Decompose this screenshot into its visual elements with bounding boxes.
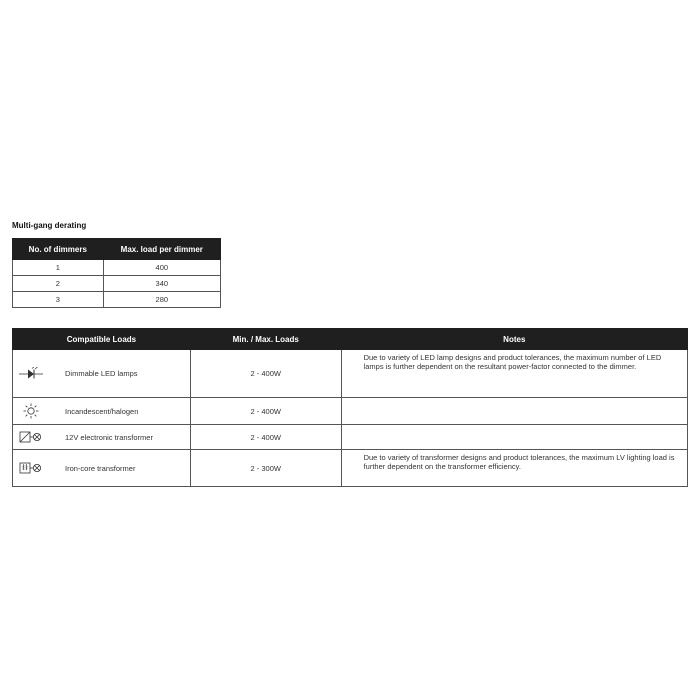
load-label: 12V electronic transformer (65, 432, 153, 442)
incandescent-lamp-icon (13, 403, 49, 419)
max-load-cell: 340 (103, 276, 220, 292)
load-range-cell: 2 - 400W (190, 398, 341, 425)
load-label: Iron-core transformer (65, 463, 136, 473)
load-note-cell: Due to variety of transformer designs and product tolerances, the maximum LV lighting load is further dependent on the transformer efficiency. (341, 450, 687, 487)
table-row (13, 398, 688, 425)
load-cell (13, 425, 191, 450)
load-cell (13, 350, 191, 398)
header-notes: Notes (341, 329, 687, 350)
table-row (13, 276, 221, 292)
load-range-cell: 2 - 300W (190, 450, 341, 487)
load-cell (13, 398, 191, 425)
table-row (13, 260, 221, 276)
max-load-cell: 400 (103, 260, 220, 276)
table-row (13, 292, 221, 308)
load-label: Incandescent/halogen (65, 406, 139, 416)
load-note-cell: Due to variety of LED lamp designs and product tolerances, the maximum number of LED lamps is further dependent on the resultant power-factor connected to the dimmer. (341, 350, 687, 398)
load-note-cell (341, 425, 687, 450)
table-row (13, 350, 688, 398)
header-min-max-loads: Min. / Max. Loads (190, 329, 341, 350)
led-lamp-icon (13, 367, 49, 381)
load-note-cell (341, 398, 687, 425)
load-label: Dimmable LED lamps (65, 369, 138, 378)
header-max-load: Max. load per dimmer (103, 239, 220, 260)
load-range-cell: 2 - 400W (190, 425, 341, 450)
derating-header-row (13, 239, 221, 260)
electronic-transformer-icon (13, 431, 49, 443)
header-no-of-dimmers: No. of dimmers (13, 239, 104, 260)
table-row (13, 425, 688, 450)
header-compatible-loads: Compatible Loads (13, 329, 191, 350)
max-load-cell: 280 (103, 292, 220, 308)
table-row (13, 450, 688, 487)
dimmers-cell: 3 (13, 292, 104, 308)
iron-core-transformer-icon (13, 462, 49, 474)
compatible-loads-table (12, 328, 688, 487)
load-range-cell: 2 - 400W (190, 350, 341, 398)
loads-header-row (13, 329, 688, 350)
derating-table (12, 238, 221, 308)
dimmers-cell: 1 (13, 260, 104, 276)
derating-title: Multi-gang derating (12, 221, 87, 230)
load-cell (13, 450, 191, 487)
dimmers-cell: 2 (13, 276, 104, 292)
